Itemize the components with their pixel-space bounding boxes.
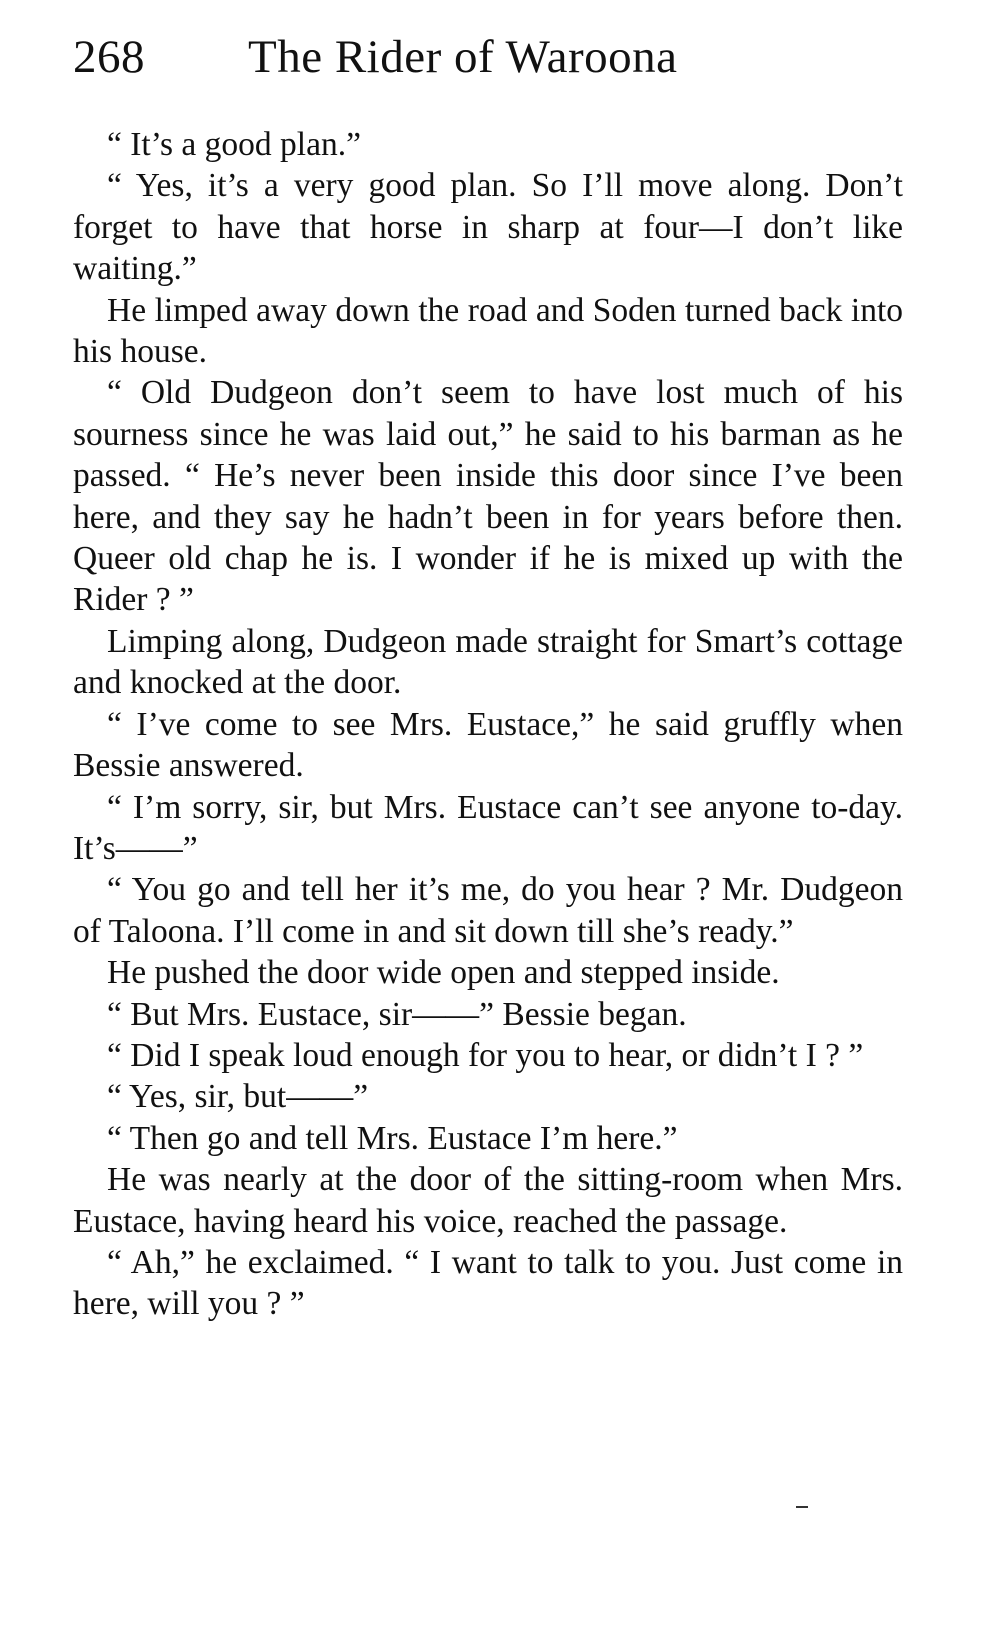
- page-number: 268: [73, 31, 145, 83]
- paragraph: “ It’s a good plan.”: [107, 126, 361, 163]
- page-header: [73, 30, 903, 110]
- paragraph: Limping along, Dudgeon made straight for Smart’s cottage and knocked at the door.: [73, 622, 903, 702]
- paragraph: He limped away down the road and Soden turned back into his house.: [73, 291, 903, 371]
- paragraph: “ I’ve come to see Mrs. Eustace,” he said gruffly when Bessie answered.: [73, 705, 903, 785]
- paragraph: “ You go and tell her it’s me, do you hear ? Mr. Dudgeon of Taloona. I’ll come in and sit down till she’s ready.”: [73, 871, 903, 950]
- paragraph: “ But Mrs. Eustace, sir——” Bessie began.: [107, 995, 687, 1033]
- paragraph: “ Did I speak loud enough for you to hear, or didn’t I ? ”: [107, 1036, 864, 1074]
- paragraph: “ Yes, sir, but——”: [107, 1078, 369, 1116]
- paragraph: “ Ah,” he exclaimed. “ I want to talk to you. Just come in here, will you ? ”: [73, 1243, 903, 1323]
- paragraph: “ Old Dudgeon don’t seem to have lost much of his sourness since he was laid out,” he said to his barman as he passed. “ He’s never been inside this door since I’ve been here, and they say he hadn’t been in for years before then. Queer old chap he is. I wonder if he is mixed up with the Rider ? ”: [73, 374, 903, 619]
- body-text: [73, 124, 903, 1325]
- book-page: [73, 30, 903, 1325]
- paragraph: “ Then go and tell Mrs. Eustace I’m here.”: [107, 1119, 678, 1157]
- paragraph: He was nearly at the door of the sitting-room when Mrs. Eustace, having heard his voice, reached the passage.: [73, 1161, 903, 1240]
- stray-print-mark: [796, 1506, 808, 1508]
- paragraph: “ I’m sorry, sir, but Mrs. Eustace can’t see anyone to-day. It’s——”: [73, 788, 903, 867]
- paragraph: “ Yes, it’s a very good plan. So I’ll move along. Don’t forget to have that horse in sharp at four—I don’t like waiting.”: [73, 167, 903, 288]
- running-title: The Rider of Waroona: [248, 31, 678, 83]
- paragraph: He pushed the door wide open and stepped inside.: [107, 954, 780, 992]
